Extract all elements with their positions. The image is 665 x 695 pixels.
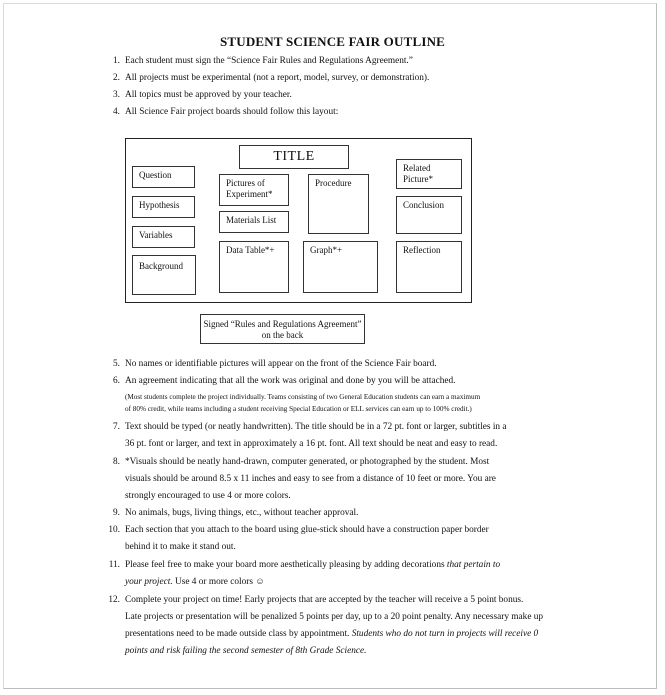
note-line: (Most students complete the project individually. Teams consisting of two General Education students can earn a maximum — [125, 393, 481, 401]
signed-line-2: on the back — [261, 330, 304, 340]
item-text: All topics must be approved by your teacher. — [125, 90, 292, 100]
item-line: Complete your project on time! Early projects that are accepted by the teacher will receive a 5 point bonus. — [125, 595, 524, 605]
variables-box: Variables — [132, 226, 195, 248]
item-note — [125, 391, 480, 415]
related-line-2: Picture* — [403, 174, 433, 184]
list-item — [113, 419, 507, 453]
item-text: No animals, bugs, living things, etc., without teacher approval. — [125, 508, 359, 518]
item-text: All Science Fair project boards should follow this layout: — [125, 107, 339, 117]
signed-agreement-box — [200, 314, 365, 344]
item-line: presentations need to be made outside class by appointment. Students who do not turn in projects will receive 0 — [125, 629, 539, 639]
list-item — [108, 557, 501, 591]
item-line: strongly encouraged to use 4 or more colors. — [125, 491, 291, 501]
item-line: points and risk failing the second semester of 8th Grade Science. — [125, 646, 367, 656]
data-table-box: Data Table*+ — [219, 241, 289, 293]
item-number: 2. — [113, 73, 120, 83]
list-item — [113, 356, 437, 373]
item-text: Each student must sign the “Science Fair Rules and Regulations Agreement.” — [125, 56, 413, 66]
item-number: 8. — [113, 457, 120, 467]
item-line: behind it to make it stand out. — [125, 542, 236, 552]
item-text: No names or identifiable pictures will appear on the front of the Science Fair board. — [125, 359, 437, 369]
item-text: All projects must be experimental (not a report, model, survey, or demonstration). — [125, 73, 430, 83]
pictures-line-2: Experiment* — [226, 189, 273, 199]
graph-box: Graph*+ — [303, 241, 378, 293]
materials-list-box: Materials List — [219, 211, 289, 233]
item-line: *Visuals should be neatly hand-drawn, computer generated, or photographed by the student. Most — [125, 457, 490, 467]
list-item — [113, 373, 481, 415]
hypothesis-box: Hypothesis — [132, 196, 195, 218]
item-text: An agreement indicating that all the work was original and done by you will be attached. — [125, 376, 456, 386]
procedure-box: Procedure — [308, 174, 369, 234]
item-number: 6. — [113, 376, 120, 386]
list-item — [113, 70, 430, 87]
item-number: 4. — [113, 107, 120, 117]
item-number: 11. — [108, 560, 120, 570]
list-item — [108, 522, 489, 556]
item-line: visuals should be around 8.5 x 11 inches and easy to see from a distance of 10 feet or more. You are — [125, 474, 496, 484]
board-layout-diagram — [125, 138, 472, 303]
related-line-1: Related — [403, 163, 431, 173]
item-number: 12. — [108, 595, 120, 605]
item-number: 5. — [113, 359, 120, 369]
list-item — [113, 505, 359, 522]
pictures-of-experiment-box — [219, 174, 289, 206]
item-line: Please feel free to make your board more aesthetically pleasing by adding decorations that pertain to — [125, 560, 501, 570]
pictures-line-1: Pictures of — [226, 178, 265, 188]
conclusion-box: Conclusion — [396, 196, 462, 234]
item-number: 10. — [108, 525, 120, 535]
item-line: Late projects or presentation will be penalized 5 points per day, up to a 20 point penalty. Any necessary make up — [125, 612, 544, 622]
item-line: your project. Use 4 or more colors ☺ — [125, 577, 265, 587]
related-picture-box — [396, 159, 462, 189]
list-item — [108, 592, 544, 660]
item-number: 7. — [113, 422, 120, 432]
item-line: Each section that you attach to the board using glue-stick should have a construction paper border — [125, 525, 489, 535]
item-number: 3. — [113, 90, 120, 100]
list-item — [113, 87, 292, 104]
item-line: 36 pt. font or larger, and text in approximately a 16 pt. font. All text should be neat and easy to read. — [125, 439, 498, 449]
list-item — [113, 53, 413, 70]
note-line: of 80% credit, while teams including a student receiving Special Education or ELL services can earn up to 100% credit.) — [125, 405, 472, 413]
board-title-box: TITLE — [239, 145, 349, 169]
item-number: 1. — [113, 56, 120, 66]
question-box: Question — [132, 166, 195, 188]
reflection-box: Reflection — [396, 241, 462, 293]
item-number: 9. — [113, 508, 120, 518]
background-box: Background — [132, 255, 196, 295]
signed-line-1: Signed “Rules and Regulations Agreement” — [203, 319, 362, 329]
document-title: STUDENT SCIENCE FAIR OUTLINE — [219, 34, 446, 49]
list-item — [113, 454, 496, 505]
list-item — [113, 104, 339, 121]
item-line: Text should be typed (or neatly handwritten). The title should be in a 72 pt. font or larger, subtitles in a — [125, 422, 507, 432]
